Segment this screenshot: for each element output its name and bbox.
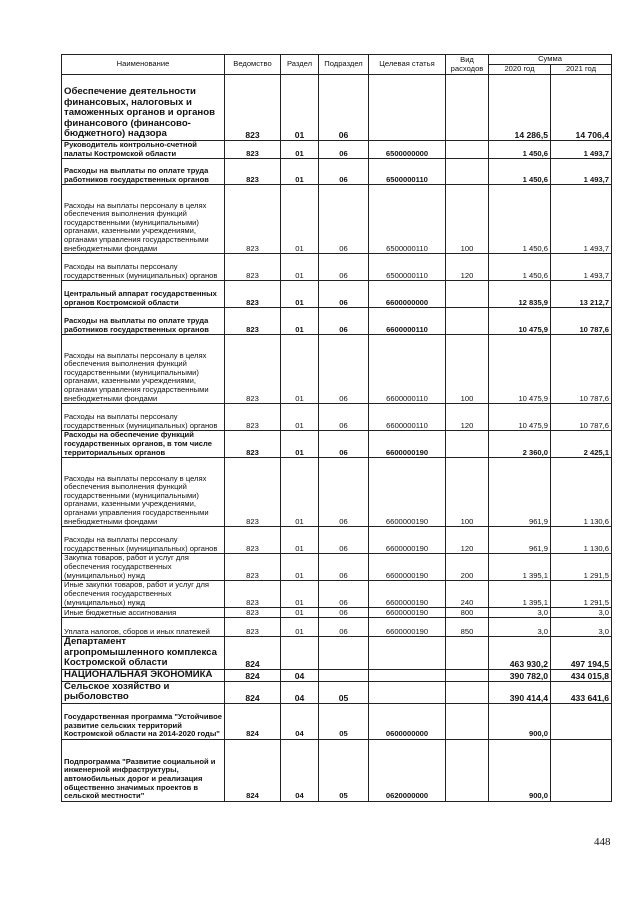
row-target: 6600000000	[369, 281, 446, 308]
row-sum-2020: 2 360,0	[489, 431, 551, 458]
table-row	[62, 281, 612, 308]
row-name: Расходы на выплаты по оплате труда работников государственных органов	[62, 308, 225, 335]
row-sum-2021: 1 493,7	[551, 159, 612, 185]
row-podrazdel	[319, 669, 369, 681]
row-sum-2021: 1 493,7	[551, 141, 612, 159]
row-sum-2021: 14 706,4	[551, 75, 612, 141]
row-sum-2021: 1 291,5	[551, 554, 612, 581]
row-sum-2021: 434 015,8	[551, 669, 612, 681]
row-razdel: 01	[281, 281, 319, 308]
row-sum-2021: 10 787,6	[551, 308, 612, 335]
header-sum: Сумма	[489, 55, 612, 65]
row-vid	[446, 159, 489, 185]
table-row	[62, 703, 612, 739]
budget-table	[61, 54, 612, 802]
row-name: Расходы на выплаты персоналу государственных (муниципальных) органов	[62, 527, 225, 554]
row-sum-2021: 10 787,6	[551, 404, 612, 431]
row-sum-2020: 12 835,9	[489, 281, 551, 308]
row-sum-2020: 1 450,6	[489, 254, 551, 281]
row-name: Расходы на выплаты персоналу в целях обеспечения выполнения функций государственными (муниципальными) органами, казенными учреждениями, органами управления государственными внебюджетными фондами	[62, 335, 225, 404]
table-row	[62, 431, 612, 458]
row-sum-2021: 3,0	[551, 618, 612, 637]
table-row	[62, 581, 612, 608]
row-name: Центральный аппарат государственных органов Костромской области	[62, 281, 225, 308]
row-vedomstvo: 824	[225, 669, 281, 681]
table-row	[62, 185, 612, 254]
row-sum-2021: 1 493,7	[551, 185, 612, 254]
header-podrazdel: Подраздел	[319, 55, 369, 75]
row-razdel: 04	[281, 703, 319, 739]
row-sum-2020: 900,0	[489, 739, 551, 801]
row-vid	[446, 681, 489, 703]
row-sum-2021: 1 493,7	[551, 254, 612, 281]
row-name: Обеспечение деятельности финансовых, налоговых и таможенных органов и органов финансового (финансово-бюджетного) надзора	[62, 75, 225, 141]
row-razdel: 01	[281, 75, 319, 141]
row-razdel: 01	[281, 185, 319, 254]
row-sum-2020: 961,9	[489, 458, 551, 527]
row-name: Расходы на выплаты персоналу в целях обеспечения выполнения функций государственными (муниципальными) органами, казенными учреждениями, органами управления государственными внебюджетными фондами	[62, 185, 225, 254]
header-2021: 2021 год	[551, 65, 612, 75]
row-name: Иные закупки товаров, работ и услуг для обеспечения государственных (муниципальных) нужд	[62, 581, 225, 608]
row-target: 0620000000	[369, 739, 446, 801]
row-sum-2020: 10 475,9	[489, 335, 551, 404]
row-target: 6600000190	[369, 527, 446, 554]
row-razdel: 01	[281, 618, 319, 637]
header-2020: 2020 год	[489, 65, 551, 75]
row-podrazdel: 05	[319, 703, 369, 739]
row-sum-2020: 1 450,6	[489, 141, 551, 159]
row-target	[369, 637, 446, 670]
row-vedomstvo: 824	[225, 703, 281, 739]
row-podrazdel: 06	[319, 618, 369, 637]
row-vedomstvo: 823	[225, 527, 281, 554]
row-podrazdel: 06	[319, 281, 369, 308]
row-vid	[446, 141, 489, 159]
row-target: 6500000110	[369, 185, 446, 254]
row-sum-2020: 1 450,6	[489, 159, 551, 185]
table-body	[62, 75, 612, 802]
row-vid: 120	[446, 527, 489, 554]
table-row	[62, 681, 612, 703]
row-podrazdel: 06	[319, 554, 369, 581]
table-row	[62, 75, 612, 141]
row-vedomstvo: 823	[225, 75, 281, 141]
table-row	[62, 141, 612, 159]
row-target: 6600000110	[369, 404, 446, 431]
row-sum-2020: 1 395,1	[489, 554, 551, 581]
row-vedomstvo: 823	[225, 281, 281, 308]
row-sum-2021: 2 425,1	[551, 431, 612, 458]
row-name: Расходы на обеспечение функций государственных органов, в том числе территориальных органов	[62, 431, 225, 458]
row-name: Уплата налогов, сборов и иных платежей	[62, 618, 225, 637]
row-podrazdel: 06	[319, 431, 369, 458]
row-razdel: 01	[281, 581, 319, 608]
row-vedomstvo: 823	[225, 608, 281, 618]
row-razdel: 01	[281, 431, 319, 458]
row-target: 0600000000	[369, 703, 446, 739]
row-vid	[446, 669, 489, 681]
row-vid: 100	[446, 458, 489, 527]
row-sum-2021: 1 130,6	[551, 527, 612, 554]
row-vedomstvo: 823	[225, 141, 281, 159]
row-sum-2020: 1 395,1	[489, 581, 551, 608]
row-vid: 120	[446, 404, 489, 431]
row-razdel: 01	[281, 159, 319, 185]
row-target: 6600000110	[369, 335, 446, 404]
row-target	[369, 669, 446, 681]
row-razdel: 01	[281, 254, 319, 281]
row-vedomstvo: 823	[225, 404, 281, 431]
row-vid	[446, 703, 489, 739]
table-row	[62, 669, 612, 681]
row-sum-2021: 1 291,5	[551, 581, 612, 608]
row-vedomstvo: 823	[225, 581, 281, 608]
row-vid	[446, 308, 489, 335]
row-vedomstvo: 823	[225, 308, 281, 335]
row-razdel: 01	[281, 608, 319, 618]
row-razdel: 04	[281, 669, 319, 681]
row-name: Закупка товаров, работ и услуг для обеспечения государственных (муниципальных) нужд	[62, 554, 225, 581]
row-podrazdel: 05	[319, 681, 369, 703]
row-vedomstvo: 823	[225, 458, 281, 527]
row-sum-2020: 3,0	[489, 618, 551, 637]
row-vedomstvo: 823	[225, 431, 281, 458]
table-row	[62, 637, 612, 670]
row-name: Расходы на выплаты персоналу государственных (муниципальных) органов	[62, 254, 225, 281]
row-target: 6500000110	[369, 254, 446, 281]
header-vedomstvo: Ведомство	[225, 55, 281, 75]
row-podrazdel: 06	[319, 185, 369, 254]
row-sum-2020: 390 782,0	[489, 669, 551, 681]
row-vedomstvo: 823	[225, 618, 281, 637]
row-target: 6600000190	[369, 608, 446, 618]
row-vid	[446, 281, 489, 308]
header-name: Наименование	[62, 55, 225, 75]
row-target: 6600000190	[369, 431, 446, 458]
row-sum-2020: 14 286,5	[489, 75, 551, 141]
row-podrazdel: 06	[319, 404, 369, 431]
row-vedomstvo: 824	[225, 681, 281, 703]
row-sum-2020: 900,0	[489, 703, 551, 739]
row-razdel: 01	[281, 141, 319, 159]
row-sum-2020: 390 414,4	[489, 681, 551, 703]
table-row	[62, 739, 612, 801]
row-vid: 100	[446, 335, 489, 404]
header-target: Целевая статья	[369, 55, 446, 75]
row-target	[369, 75, 446, 141]
row-vid: 800	[446, 608, 489, 618]
table-row	[62, 458, 612, 527]
row-podrazdel: 06	[319, 527, 369, 554]
table-row	[62, 308, 612, 335]
row-target: 6600000110	[369, 308, 446, 335]
row-podrazdel: 06	[319, 308, 369, 335]
table-row	[62, 335, 612, 404]
row-razdel: 01	[281, 404, 319, 431]
row-sum-2020: 10 475,9	[489, 404, 551, 431]
row-sum-2021	[551, 739, 612, 801]
row-podrazdel: 06	[319, 75, 369, 141]
row-vedomstvo: 823	[225, 335, 281, 404]
row-vedomstvo: 824	[225, 739, 281, 801]
row-target: 6600000190	[369, 581, 446, 608]
row-razdel: 01	[281, 335, 319, 404]
table-row	[62, 618, 612, 637]
row-target: 6600000190	[369, 618, 446, 637]
row-name: Сельское хозяйство и рыболовство	[62, 681, 225, 703]
row-sum-2021: 433 641,6	[551, 681, 612, 703]
table-row	[62, 404, 612, 431]
row-sum-2020: 961,9	[489, 527, 551, 554]
row-sum-2020: 10 475,9	[489, 308, 551, 335]
row-target: 6600000190	[369, 554, 446, 581]
row-podrazdel: 06	[319, 335, 369, 404]
row-target: 6600000190	[369, 458, 446, 527]
row-target	[369, 681, 446, 703]
row-vid	[446, 637, 489, 670]
row-vid	[446, 739, 489, 801]
row-vid	[446, 75, 489, 141]
row-name: Государственная программа "Устойчивое развитие сельских территорий Костромской области на 2014-2020 годы"	[62, 703, 225, 739]
row-razdel: 01	[281, 458, 319, 527]
row-vid	[446, 431, 489, 458]
row-name: Расходы на выплаты по оплате труда работников государственных органов	[62, 159, 225, 185]
row-name: Расходы на выплаты персоналу государственных (муниципальных) органов	[62, 404, 225, 431]
row-sum-2020: 3,0	[489, 608, 551, 618]
row-name: Департамент агропромышленного комплекса Костромской области	[62, 637, 225, 670]
row-podrazdel: 06	[319, 141, 369, 159]
row-sum-2020: 1 450,6	[489, 185, 551, 254]
row-name: Руководитель контрольно-счетной палаты Костромской области	[62, 141, 225, 159]
header-razdel: Раздел	[281, 55, 319, 75]
row-podrazdel: 06	[319, 254, 369, 281]
row-name: Иные бюджетные ассигнования	[62, 608, 225, 618]
row-sum-2020: 463 930,2	[489, 637, 551, 670]
row-vedomstvo: 823	[225, 254, 281, 281]
row-name: Подпрограмма "Развитие социальной и инженерной инфраструктуры, автомобильных дорог и реализация общественно значимых проектов в сельской местности"	[62, 739, 225, 801]
row-sum-2021: 10 787,6	[551, 335, 612, 404]
row-razdel: 04	[281, 681, 319, 703]
row-podrazdel: 06	[319, 159, 369, 185]
row-sum-2021	[551, 703, 612, 739]
row-vid: 850	[446, 618, 489, 637]
table-header	[62, 55, 612, 75]
row-sum-2021: 3,0	[551, 608, 612, 618]
row-vedomstvo: 823	[225, 554, 281, 581]
row-podrazdel: 06	[319, 608, 369, 618]
row-razdel: 01	[281, 527, 319, 554]
row-podrazdel: 06	[319, 581, 369, 608]
table-row	[62, 254, 612, 281]
row-razdel: 04	[281, 739, 319, 801]
row-podrazdel: 06	[319, 458, 369, 527]
row-razdel: 01	[281, 308, 319, 335]
row-vid: 240	[446, 581, 489, 608]
row-sum-2021: 13 212,7	[551, 281, 612, 308]
row-vedomstvo: 823	[225, 185, 281, 254]
row-vid: 120	[446, 254, 489, 281]
row-razdel	[281, 637, 319, 670]
row-vedomstvo: 823	[225, 159, 281, 185]
header-vid: Вид расходов	[446, 55, 489, 75]
table-row	[62, 608, 612, 618]
row-sum-2021: 1 130,6	[551, 458, 612, 527]
row-razdel: 01	[281, 554, 319, 581]
row-sum-2021: 497 194,5	[551, 637, 612, 670]
row-name: НАЦИОНАЛЬНАЯ ЭКОНОМИКА	[62, 669, 225, 681]
row-podrazdel	[319, 637, 369, 670]
table-row	[62, 527, 612, 554]
table-row	[62, 159, 612, 185]
row-target: 6500000000	[369, 141, 446, 159]
row-vid: 100	[446, 185, 489, 254]
table-row	[62, 554, 612, 581]
page-number: 448	[594, 836, 611, 848]
row-vid: 200	[446, 554, 489, 581]
row-vedomstvo: 824	[225, 637, 281, 670]
row-podrazdel: 05	[319, 739, 369, 801]
row-name: Расходы на выплаты персоналу в целях обеспечения выполнения функций государственными (муниципальными) органами, казенными учреждениями, органами управления государственными внебюджетными фондами	[62, 458, 225, 527]
row-target: 6500000110	[369, 159, 446, 185]
